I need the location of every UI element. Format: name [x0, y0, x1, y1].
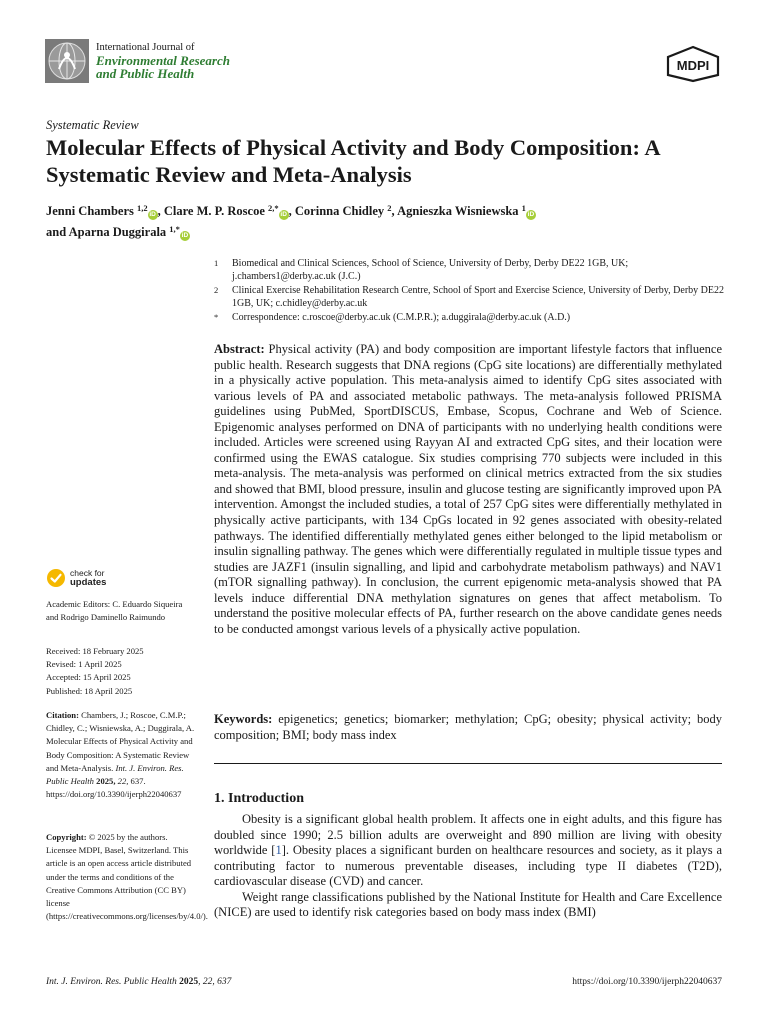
journal-name-line2: Environmental Research	[96, 53, 230, 68]
section-divider	[214, 763, 722, 764]
affiliation-marker: 2	[214, 285, 219, 295]
affiliation-item	[214, 284, 724, 310]
check-updates-line1: check for	[70, 568, 105, 578]
paragraph	[214, 812, 722, 890]
affiliations	[214, 257, 724, 325]
author-affiliation-marker: 1,2	[136, 203, 148, 213]
citation-label: Citation:	[46, 710, 79, 720]
revised-date: Revised: 1 April 2025	[46, 659, 122, 670]
citation-doi[interactable]: 637. https://doi.org/10.3390/ijerph22040637	[46, 776, 182, 800]
editors-names: C. Eduardo Siqueira and Rodrigo Daminello Raimundo	[46, 599, 183, 623]
academic-editors	[46, 598, 196, 624]
author-list: Jenni Chambers $^{1,2}$iD , Clare M. P. Roscoe $^{2,*}$iD , Corinna Chidley $^2$, Agnieszka Wisniewska $^1$iD and Aparna Duggirala $^{1,*}$iD	[46, 203, 535, 239]
abstract-text: Physical activity (PA) and body composition are important lifestyle factors that influence public health. Research suggests that DNA regions (CpG site locations) are differentially methylated in a physically active population. This meta-analysis aimed to identify CpG sites associated with various levels of PA and associated metabolic pathways. The meta-analysis followed PRISMA guidelines using PubMed, SportDISCUS, Embase, Scopus, Cochrane and Web of Science. Epigenomic analyses performed on DNA of participants with no underlying health conditions were included. Articles were screened using Rayyan AI and extracted CpG sites, and their location were confirmed using the EWAS catalogue. Six studies comprising 770 subjects were included in this meta-analysis. The meta-analysis was performed on clinical metrics extracted from the six studies and showed that BMI, blood pressure, insulin and glucose testing are significantly improved upon PA intervention. Amongst the included studies, a total of 257 CpG sites were differentially methylated in physically active participants, with 134 CpGs located in 92 genes associated with obesity-related pathways. The identified differentially methylated genes either belonged to the lipid metabolism or insulin signalling pathway. The genes which were differentially regulated in multiple tissue types and studies are JAZF1 (insulin signalling, and lipid and carbohydrate metabolism pathways) and NAV1 (mTOR signalling pathway). In conclusion, the current epigenomic meta-analysis showed that PA levels induce differential DNA methylation signatures on genes that affect metabolism. To understand the positive molecular effects of PA, further research on the above candidate genes needs to be conducted amongst various levels of a physically active population.	[214, 342, 722, 636]
abstract	[214, 342, 722, 637]
reference-link[interactable]: 1	[275, 843, 282, 858]
keywords	[214, 711, 722, 743]
orcid-icon[interactable]: iD	[149, 211, 156, 218]
abstract-label: Abstract:	[214, 342, 265, 356]
footer-doi-link[interactable]: https://doi.org/10.3390/ijerph22040637	[572, 977, 722, 987]
journal-logo-icon	[45, 39, 89, 83]
affiliation-marker: *	[214, 312, 219, 322]
article-type: Systematic Review	[46, 118, 139, 132]
journal-name-line3: and Public Health	[96, 66, 195, 81]
orcid-icon[interactable]: iD	[527, 211, 535, 218]
received-date: Received: 18 February 2025	[46, 646, 144, 656]
author-name: Corinna Chidley	[294, 204, 385, 218]
author-name: Agnieszka Wisniewska	[397, 204, 519, 218]
author-name: Clare M. P. Roscoe	[163, 204, 265, 218]
author-affiliation-marker: 2,*	[268, 203, 279, 213]
orcid-icon[interactable]: iD	[181, 232, 189, 239]
paragraph: Weight range classifications published by the National Institute for Health and Care Excellence (NICE) are used to identify risk categories based on body mass index (BMI)	[214, 889, 722, 920]
check-updates-icon	[46, 568, 66, 588]
affiliation-text: Biomedical and Clinical Sciences, School of Science, University of Derby, Derby DE22 1GB, UK; j.chambers1@derby.ac.uk (J.C.)	[232, 258, 629, 282]
author-name: Jenni Chambers	[46, 204, 134, 218]
footer-citation	[46, 977, 231, 987]
affiliation-text: Correspondence: c.roscoe@derby.ac.uk (C.M.P.R.); a.duggirala@derby.ac.uk (A.D.)	[232, 312, 571, 323]
author-affiliation-marker: 2	[387, 203, 392, 213]
citation-journal: Int. J. Environ. Res. Public Health	[46, 762, 184, 787]
keywords-label: Keywords:	[214, 712, 273, 726]
author-name: and Aparna Duggirala	[46, 225, 167, 239]
check-updates-line2: updates	[70, 577, 107, 588]
citation-text: Chambers, J.; Roscoe, C.M.P.; Chidley, C.; Wisniewska, A.; Duggirala, A. Molecular Effects of Physical Activity and Body Composition: A Systematic Review and Meta-Analysis.	[46, 710, 195, 773]
publisher-name: MDPI	[676, 58, 710, 73]
paragraph-text: Obesity is a significant global health problem. It affects one in eight adults, and this figure has doubled since 1990; 2.5 billion adults are overweight and 890 million are living with obesity worldwide [	[214, 812, 722, 858]
publisher-logo-icon	[664, 45, 722, 83]
copyright-text: © 2025 by the authors. Licensee MDPI, Basel, Switzerland. This article is an open access article distributed under the terms and conditions of the Creative Commons Attribution (CC BY) license (https://creativecommons.org/licenses/by/4.0/).	[46, 832, 208, 922]
publication-dates	[46, 645, 196, 698]
copyright	[46, 831, 208, 923]
citation-volume: 22,	[117, 776, 129, 787]
footer-volume-page: , 22, 637	[198, 977, 232, 987]
journal-name-line1: International Journal of	[96, 42, 195, 53]
copyright-label: Copyright:	[46, 832, 87, 842]
footer-year: 2025	[179, 977, 199, 987]
footer-journal: Int. J. Environ. Res. Public Health	[46, 977, 177, 987]
check-updates-label	[70, 569, 106, 587]
affiliation-item	[214, 311, 724, 324]
journal-name	[96, 41, 230, 80]
editors-label: Academic Editors:	[46, 599, 111, 609]
accepted-date: Accepted: 15 April 2025	[46, 672, 131, 683]
citation	[46, 709, 196, 801]
keywords-text: epigenetics; genetics; biomarker; methylation; CpG; obesity; physical activity; body composition; BMI; body mass index	[214, 712, 723, 742]
check-for-updates-button[interactable]	[46, 568, 106, 588]
author-affiliation-marker: 1,*	[169, 224, 180, 234]
affiliation-text: Clinical Exercise Rehabilitation Research Centre, School of Sport and Exercise Science, University of Derby, Derby DE22 1GB, UK; c.chidley@derby.ac.uk	[232, 285, 724, 309]
citation-year: 2025,	[96, 776, 116, 787]
paragraph-text: ]. Obesity places a significant burden on healthcare resources and society, as it plays a contributing factor to numerous preventable diseases, including type II diabetes (T2D), cardiovascular disease (CVD) and cancer.	[214, 843, 722, 889]
article-title: Molecular Effects of Physical Activity and Body Composition: A Systematic Review and Meta-Analysis	[46, 135, 660, 187]
affiliation-item	[214, 257, 724, 283]
section-heading-introduction: 1. Introduction	[214, 791, 304, 806]
affiliation-marker: 1	[214, 258, 219, 268]
published-date: Published: 18 April 2025	[46, 685, 133, 696]
author-affiliation-marker: 1	[521, 203, 526, 213]
orcid-icon[interactable]: iD	[280, 211, 287, 218]
introduction-body	[214, 812, 722, 921]
